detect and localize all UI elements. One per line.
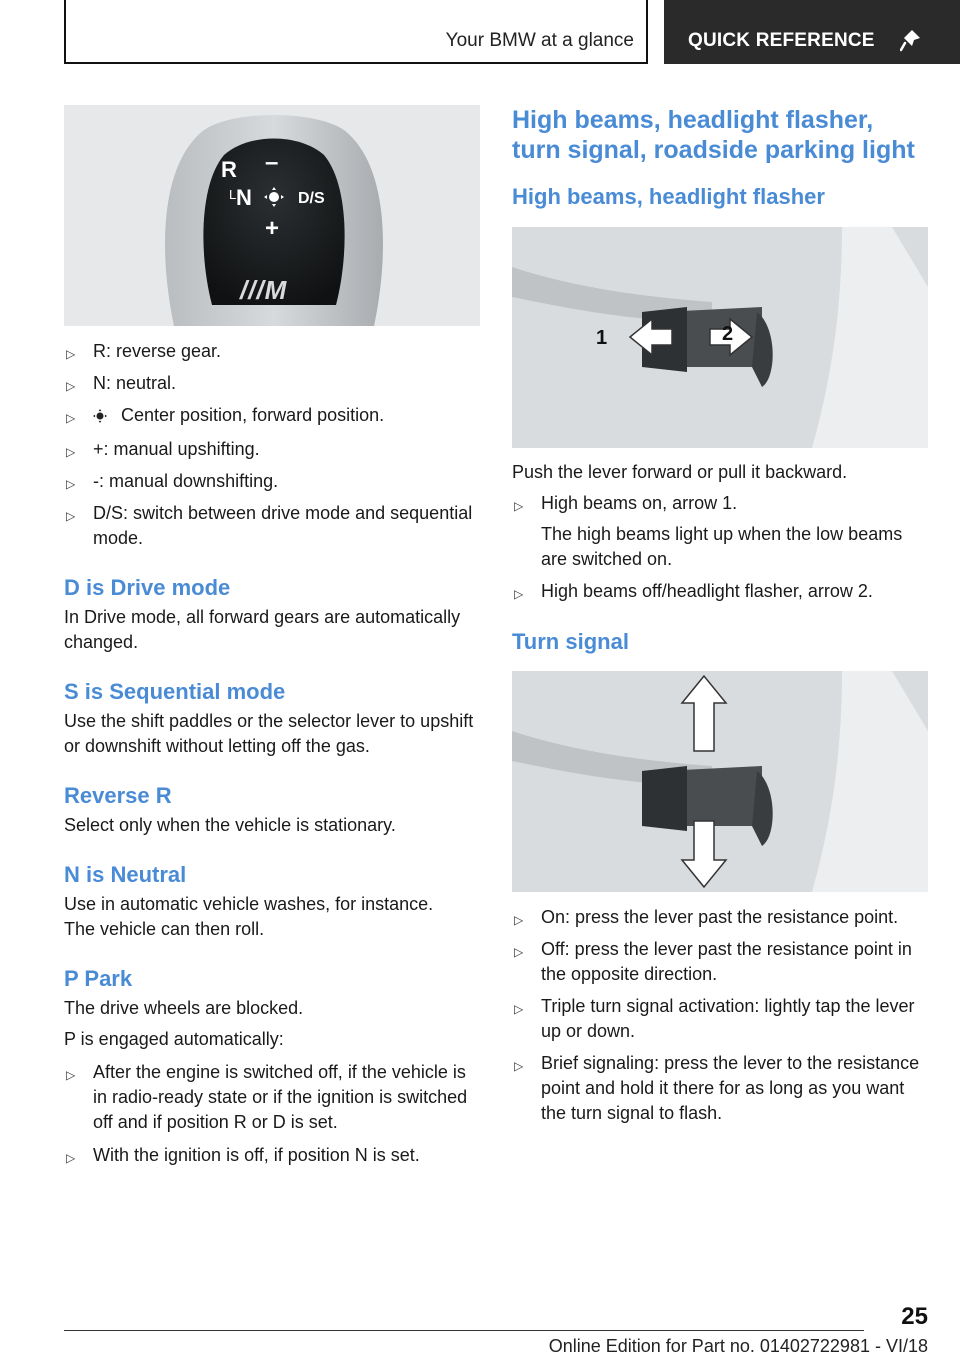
push-lever-text: Push the lever forward or pull it backward. <box>512 462 848 482</box>
triangle-bullet-icon: ▷ <box>514 587 524 601</box>
triangle-bullet-icon: ▷ <box>66 1151 76 1165</box>
knob-label-l: L <box>229 187 237 202</box>
arrow-label-2: 2 <box>722 323 734 345</box>
triangle-bullet-icon: ▷ <box>66 1068 76 1082</box>
neutral-text-2: The vehicle can then roll. <box>64 919 265 939</box>
gear-position-list <box>64 339 480 551</box>
triangle-bullet-icon: ▷ <box>66 347 76 361</box>
page-number: 25 <box>901 1303 928 1330</box>
quick-reference-tab[interactable] <box>664 0 960 64</box>
list-item: ▷ Off: press the lever past the resistance point in the opposite direction. <box>514 939 912 984</box>
center-position-icon <box>93 405 109 430</box>
list-item: ▷ Brief signaling: press the lever to the resistance point and hold it there for as long as you want the turn signal to flash. <box>514 1053 920 1123</box>
knob-label-minus: – <box>265 149 279 176</box>
turn-signal-heading: Turn signal <box>512 629 629 654</box>
neutral-text-1: Use in automatic vehicle washes, for instance. <box>64 894 434 914</box>
drive-mode-heading: D is Drive mode <box>64 575 231 600</box>
triangle-bullet-icon: ▷ <box>66 411 76 425</box>
sequential-mode-text: Use the shift paddles or the selector lever to upshift or downshift without letting off the gas. <box>64 711 474 756</box>
list-item: ▷ After the engine is switched off, if the vehicle is in radio-ready state or if the ignition is switched off and if position R or D is set. <box>66 1062 468 1132</box>
footer-rule <box>64 1330 864 1331</box>
list-item: ▷ High beams on, arrow 1. The high beams light up when the low beams are switched on. <box>512 491 928 572</box>
list-item: ▷ R: reverse gear. <box>64 339 480 364</box>
gear-selector-photo <box>64 105 480 326</box>
main-heading: High beams, headlight flasher, turn signal, roadside parking light <box>512 106 915 164</box>
reverse-heading: Reverse R <box>64 783 172 808</box>
neutral-heading: N is Neutral <box>64 862 187 887</box>
park-text-2: P is engaged automatically: <box>64 1029 284 1049</box>
list-item: ▷ -: manual downshifting. <box>64 469 480 494</box>
triangle-bullet-icon: ▷ <box>66 445 76 459</box>
tab-label: QUICK REFERENCE <box>688 30 875 51</box>
list-item: ▷ Triple turn signal activation: lightly tap the lever up or down. <box>514 996 915 1041</box>
list-item: ▷ High beams off/headlight flasher, arrow 2. <box>512 579 928 604</box>
section-title: Your BMW at a glance <box>445 30 634 51</box>
high-beams-lever-photo <box>512 227 928 448</box>
reverse-text: Select only when the vehicle is stationary. <box>64 815 396 835</box>
edition-text: Online Edition for Part no. 01402722981 - VI/18 <box>548 1336 928 1356</box>
knob-center-icon <box>264 187 284 212</box>
list-item: ▷ +: manual upshifting. <box>64 437 480 462</box>
triangle-bullet-icon: ▷ <box>66 379 76 393</box>
triangle-bullet-icon: ▷ <box>66 477 76 491</box>
triangle-bullet-icon: ▷ <box>514 913 524 927</box>
triangle-bullet-icon: ▷ <box>514 1059 524 1073</box>
list-item: ▷ With the ignition is off, if position N is set. <box>64 1143 480 1168</box>
drive-mode-text: In Drive mode, all forward gears are automatically changed. <box>64 607 461 652</box>
knob-label-ds: D/S <box>298 190 325 207</box>
park-list <box>64 1060 480 1168</box>
list-item: ▷ D/S: switch between drive mode and sequential mode. <box>66 503 473 548</box>
quick-reference-icon <box>900 28 922 57</box>
list-item-detail: The high beams light up when the low beams are switched on. <box>541 524 903 569</box>
m-logo: ///M <box>240 275 288 305</box>
triangle-bullet-icon: ▷ <box>514 1002 524 1016</box>
park-text-1: The drive wheels are blocked. <box>64 998 304 1018</box>
triangle-bullet-icon: ▷ <box>514 945 524 959</box>
header-frame <box>64 0 648 64</box>
park-heading: P Park <box>64 966 133 991</box>
sequential-mode-heading: S is Sequential mode <box>64 679 286 704</box>
left-column <box>64 105 480 1175</box>
triangle-bullet-icon: ▷ <box>514 499 524 513</box>
knob-label-r: R <box>221 157 237 182</box>
list-item: ▷ Center position, forward position. <box>64 403 480 430</box>
turn-signal-lever-photo <box>512 671 928 892</box>
knob-label-n: N <box>236 185 252 210</box>
triangle-bullet-icon: ▷ <box>66 509 76 523</box>
turn-signal-list <box>512 905 928 1126</box>
high-beams-list <box>512 491 928 604</box>
right-column <box>512 105 928 1133</box>
knob-label-plus: + <box>265 215 280 242</box>
high-beams-heading: High beams, headlight flasher <box>512 184 825 209</box>
arrow-label-1: 1 <box>596 327 608 349</box>
list-item: ▷ On: press the lever past the resistance point. <box>512 905 928 930</box>
list-item: ▷ N: neutral. <box>64 371 480 396</box>
